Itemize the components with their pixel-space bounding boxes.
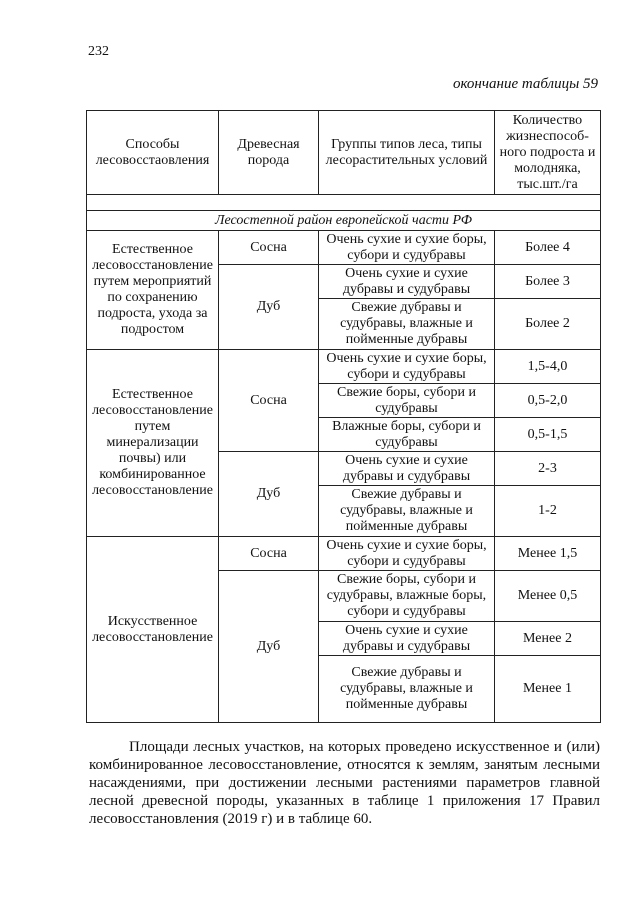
table-row xyxy=(87,231,601,265)
species-cell: Дуб xyxy=(219,571,319,723)
header-species: Древесная порода xyxy=(219,111,319,195)
count-cell: Более 4 xyxy=(495,231,601,265)
group-cell: Свежие дубравы и судубравы, влажные и пойменные дубравы xyxy=(319,299,495,350)
count-cell: 0,5-2,0 xyxy=(495,384,601,418)
table-row xyxy=(87,350,601,384)
group-cell: Очень сухие и сухие боры, субори и судубравы xyxy=(319,231,495,265)
species-cell: Сосна xyxy=(219,537,319,571)
group-cell: Свежие боры, субори и судубравы xyxy=(319,384,495,418)
count-cell: Менее 1 xyxy=(495,656,601,723)
spacer-row xyxy=(87,195,601,211)
region-title: Лесостепной район европейской части РФ xyxy=(87,211,601,231)
group-cell: Влажные боры, субори и судубравы xyxy=(319,418,495,452)
table-row xyxy=(87,537,601,571)
group-cell: Очень сухие и сухие боры, субори и судубравы xyxy=(319,537,495,571)
group-cell: Очень сухие и сухие дубравы и судубравы xyxy=(319,265,495,299)
species-cell: Сосна xyxy=(219,231,319,265)
header-groups: Группы типов леса, типы лесорастительных условий xyxy=(319,111,495,195)
count-cell: 1,5-4,0 xyxy=(495,350,601,384)
header-method: Способы лесовосстаовления xyxy=(87,111,219,195)
count-cell: Более 2 xyxy=(495,299,601,350)
count-cell: Менее 0,5 xyxy=(495,571,601,622)
method-cell: Естественное лесовосстановление путем мероприятий по сохранению подроста, ухода за подростом xyxy=(87,231,219,350)
species-cell: Сосна xyxy=(219,350,319,452)
header-row xyxy=(87,111,601,195)
method-cell: Искусственное лесовосстановление xyxy=(87,537,219,723)
group-cell: Очень сухие и сухие боры, субори и судубравы xyxy=(319,350,495,384)
table-caption: окончание таблицы 59 xyxy=(452,76,598,92)
count-cell: 1-2 xyxy=(495,486,601,537)
count-cell: 0,5-1,5 xyxy=(495,418,601,452)
region-row xyxy=(87,211,601,231)
method-cell: Естественное лесовосстановление путем минерализации почвы) или комбинированное лесовосстановление xyxy=(87,350,219,537)
count-cell: Более 3 xyxy=(495,265,601,299)
species-cell: Дуб xyxy=(219,265,319,350)
reforestation-table xyxy=(86,110,601,723)
group-cell: Свежие дубравы и судубравы, влажные и пойменные дубравы xyxy=(319,656,495,723)
species-cell: Дуб xyxy=(219,452,319,537)
spacer-cell xyxy=(87,195,601,211)
body-paragraph: Площади лесных участков, на которых проведено искусственное и (или) комбинированное лесовосстановление, относятся к землям, занятым лесными насаждениями, при достижении лесными растениями параметров главной лесной древесной породы, указанных в таблице 1 приложения 17 Правил лесовосстановления (2019 г) и в таблице 60. xyxy=(89,739,600,827)
group-cell: Очень сухие и сухие дубравы и судубравы xyxy=(319,452,495,486)
group-cell: Очень сухие и сухие дубравы и судубравы xyxy=(319,622,495,656)
page-number: 232 xyxy=(88,44,109,59)
group-cell: Свежие дубравы и судубравы, влажные и пойменные дубравы xyxy=(319,486,495,537)
count-cell: Менее 2 xyxy=(495,622,601,656)
header-count: Количество жизнеспособ-ного подроста и молодняка, тыс.шт./га xyxy=(495,111,601,195)
count-cell: Менее 1,5 xyxy=(495,537,601,571)
count-cell: 2-3 xyxy=(495,452,601,486)
group-cell: Свежие боры, субори и судубравы, влажные боры, субори и судубравы xyxy=(319,571,495,622)
